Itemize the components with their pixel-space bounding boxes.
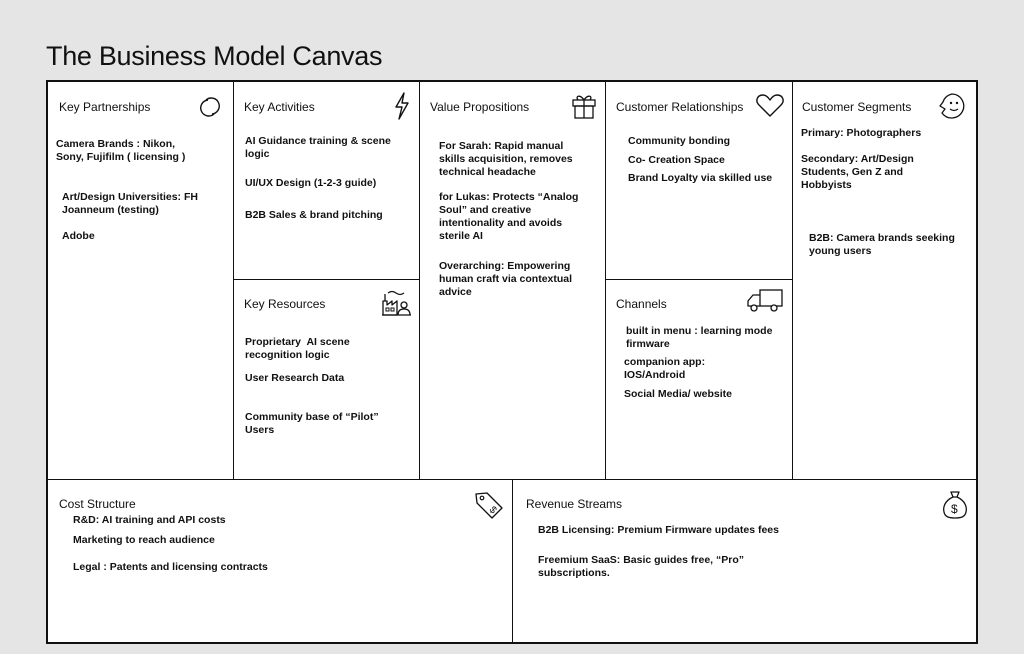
key-resources-block	[234, 280, 420, 479]
truck-icon	[746, 287, 784, 315]
lightning-icon	[392, 91, 412, 121]
price-tag-icon	[473, 489, 505, 521]
revenue-streams-item-2: Freemium SaaS: Basic guides free, “Pro” subscriptions.	[538, 554, 744, 579]
customer-relationships-item-3: Brand Loyalty via skilled use	[628, 172, 773, 184]
value-propositions-item-1: For Sarah: Rapid manual skills acquisition, removes technical headache	[439, 140, 573, 178]
revenue-streams-item-1: B2B Licensing: Premium Firmware updates fees	[538, 524, 779, 536]
key-resources-heading: Key Resources	[244, 297, 326, 311]
key-resources-item-1: Proprietary AI scene recognition logic	[245, 336, 350, 361]
customer-relationships-heading: Customer Relationships	[616, 100, 744, 114]
key-resources-item-2: User Research Data	[245, 372, 345, 384]
key-partnerships-block	[48, 82, 234, 479]
value-propositions-heading: Value Propositions	[430, 100, 530, 114]
channels-item-1: built in menu : learning mode firmware	[626, 325, 773, 350]
channels-block	[606, 280, 793, 479]
customer-segments-item-1: Primary: Photographers	[801, 127, 922, 139]
customer-segments-item-3: B2B: Camera brands seeking young users	[809, 232, 955, 257]
key-activities-heading: Key Activities	[244, 100, 315, 114]
key-resources-item-3: Community base of “Pilot” Users	[245, 411, 379, 436]
svg-text:$: $	[951, 502, 958, 516]
key-partnerships-item-2: Art/Design Universities: FH Joanneum (testing)	[62, 191, 198, 216]
business-model-canvas	[46, 80, 978, 644]
cost-structure-block	[48, 479, 513, 642]
cost-structure-item-2: Marketing to reach audience	[73, 534, 215, 546]
customer-relationships-item-2: Co- Creation Space	[628, 154, 725, 166]
value-propositions-block	[420, 82, 606, 479]
channels-item-2: companion app: IOS/Android	[624, 356, 706, 381]
cost-structure-item-3: Legal : Patents and licensing contracts	[73, 561, 268, 573]
customer-segments-item-2: Secondary: Art/Design Students, Gen Z and Hobbyists	[801, 153, 914, 191]
customer-segments-heading: Customer Segments	[802, 100, 912, 114]
channels-item-3: Social Media/ website	[624, 388, 732, 400]
heart-icon	[755, 93, 785, 119]
value-propositions-item-2: for Lukas: Protects “Analog Soul” and creative intentionality and avoids sterile AI	[439, 191, 579, 242]
factory-person-icon	[380, 287, 412, 319]
key-activities-item-1: AI Guidance training & scene logic	[245, 135, 391, 160]
channels-heading: Channels	[616, 297, 667, 311]
page-title: The Business Model Canvas	[46, 41, 383, 71]
link-icon	[195, 92, 225, 122]
key-activities-block	[234, 82, 420, 280]
customer-relationships-item-1: Community bonding	[628, 135, 731, 147]
key-partnerships-item-1: Camera Brands : Nikon, Sony, Fujifilm ( licensing )	[56, 138, 186, 163]
cost-structure-heading: Cost Structure	[59, 497, 136, 511]
customer-relationships-block	[606, 82, 793, 280]
money-bag-icon	[941, 488, 969, 520]
key-activities-item-2: UI/UX Design (1-2-3 guide)	[245, 177, 377, 189]
key-activities-item-3: B2B Sales & brand pitching	[245, 209, 383, 221]
face-icon	[937, 91, 967, 121]
revenue-streams-heading: Revenue Streams	[526, 497, 623, 511]
key-partnerships-heading: Key Partnerships	[59, 100, 151, 114]
gift-icon	[570, 90, 598, 120]
value-propositions-item-3: Overarching: Empowering human craft via contextual advice	[439, 260, 573, 298]
revenue-streams-block	[513, 479, 977, 642]
customer-segments-block	[793, 82, 977, 479]
key-partnerships-item-3: Adobe	[62, 230, 95, 242]
svg-text:$: $	[486, 504, 499, 517]
cost-structure-item-1: R&D: AI training and API costs	[73, 514, 226, 526]
